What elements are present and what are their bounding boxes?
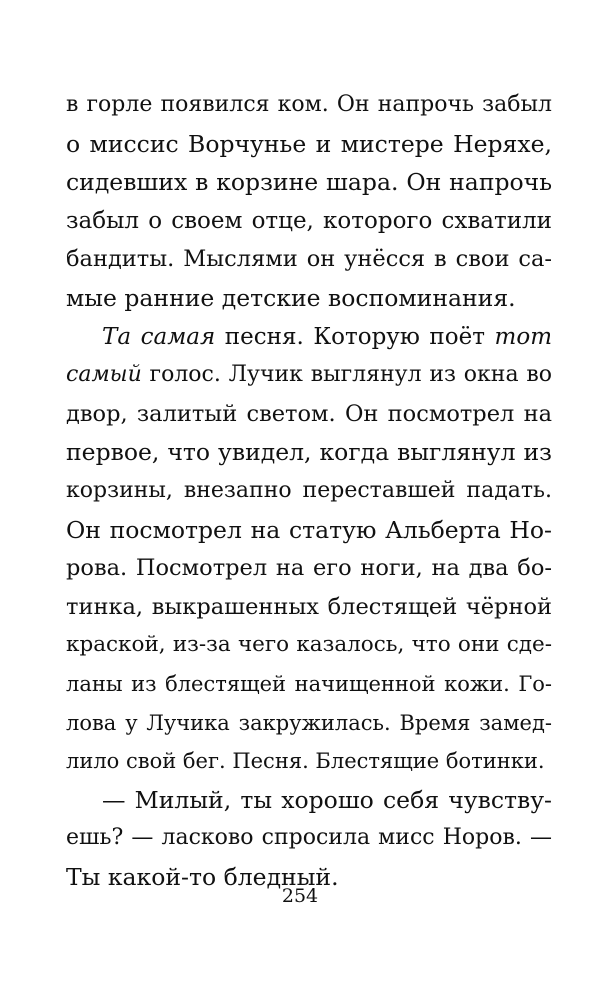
paragraph — [66, 318, 552, 781]
text-run: сидевших в корзине шара. Он напрочь — [66, 168, 552, 197]
text-run: тинка, выкрашенных блестящей чёрной — [66, 593, 552, 620]
text-run: Ты какой-то бледный. — [66, 862, 339, 891]
page-number: 254 — [281, 885, 319, 907]
text-run: лова у Лучика закружилась. Время замед- — [66, 710, 552, 735]
text-run: рова. Посмотрел на его ноги, на два бо- — [66, 555, 552, 582]
text-line — [66, 549, 552, 588]
text-line — [66, 433, 552, 472]
italic-text: Та самая — [102, 323, 216, 350]
text-run: забыл о своем отце, которого схватили — [66, 207, 552, 234]
text-run: о миссис Ворчунье и мистере Неряхе, — [66, 129, 552, 158]
text-run: краской, из-за чего казалось, что они сде- — [66, 632, 552, 658]
text-line — [66, 163, 552, 202]
text-run: корзины, внезапно переставшей падать. — [66, 477, 552, 503]
text-line — [66, 472, 552, 511]
italic-text: тот — [494, 323, 552, 350]
text-run: ешь? — ласково спросила мисс Норов. — — [66, 825, 552, 851]
text-line — [66, 125, 552, 164]
italic-text: самый — [66, 362, 142, 388]
text-line — [66, 511, 552, 550]
text-run: в горле появился ком. Он напрочь забыл — [66, 92, 552, 117]
text-line — [66, 240, 552, 279]
text-line — [66, 356, 552, 395]
text-run: ланы из блестящей начищенной кожи. Го- — [66, 671, 552, 696]
text-line — [66, 395, 552, 434]
text-run: — Милый, ты хорошо себя чувству- — [102, 785, 552, 814]
text-run: первое, что увидел, когда выглянул из — [66, 438, 552, 467]
paragraph — [66, 86, 552, 318]
body-text — [66, 86, 552, 896]
text-run: песня. Которую поёт — [215, 323, 495, 350]
text-run: голос. Лучик выглянул из окна во — [141, 362, 552, 388]
text-run: двор, залитый светом. Он посмотрел на — [66, 400, 552, 427]
text-line — [66, 665, 552, 704]
text-run: лило свой бег. Песня. Блестящие ботинки. — [66, 749, 545, 774]
text-line — [66, 86, 552, 125]
text-line — [66, 279, 552, 318]
text-line — [66, 626, 552, 665]
text-line — [66, 742, 552, 781]
paragraph — [66, 781, 552, 897]
text-line — [66, 202, 552, 241]
text-line — [66, 819, 552, 858]
text-run: бандиты. Мыслями он унёсся в свои са- — [66, 246, 552, 273]
text-run: Он посмотрел на статую Альберта Но- — [66, 515, 552, 544]
text-run: мые ранние детские воспоминания. — [66, 283, 516, 312]
text-line — [66, 704, 552, 743]
text-line — [66, 588, 552, 627]
text-line — [66, 318, 552, 357]
text-line — [66, 781, 552, 820]
